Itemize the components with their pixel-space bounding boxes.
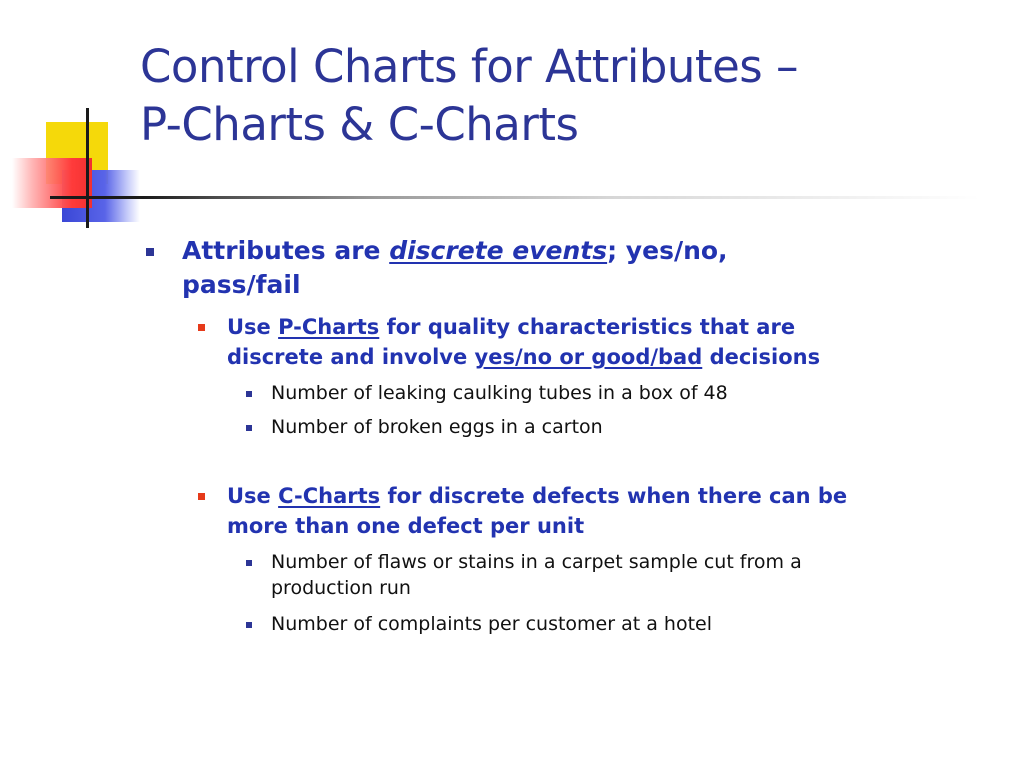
title-line-2: P-Charts & C-Charts	[140, 98, 579, 151]
c-charts-example-text: Number of complaints per customer at a hotel	[271, 613, 712, 635]
c-charts-after-name: for discrete defects when there can be	[380, 484, 848, 508]
p-charts-use: Use	[227, 315, 279, 339]
attributes-prefix: Attributes are	[182, 236, 390, 265]
p-charts-yes-no-underlined: yes/no or good/bad	[474, 345, 703, 369]
bullet-c-charts	[227, 481, 987, 541]
p-charts-line2-suffix: decisions	[702, 345, 821, 369]
square-bullet-icon	[246, 425, 252, 431]
attributes-suffix: ; yes/no,	[607, 236, 728, 265]
square-bullet-icon	[198, 493, 205, 500]
square-bullet-icon	[246, 391, 252, 397]
discrete-events-emphasis: discrete events	[389, 236, 608, 265]
c-charts-example	[271, 549, 921, 601]
c-charts-example-text: Number of flaws or stains in a carpet sample cut from a	[271, 551, 802, 573]
c-charts-line-2: more than one defect per unit	[227, 514, 585, 538]
p-charts-example	[271, 414, 921, 440]
bullet-attributes	[182, 234, 882, 302]
square-bullet-icon	[146, 248, 154, 256]
p-charts-example-text: Number of broken eggs in a carton	[271, 416, 603, 438]
title-line-1: Control Charts for Attributes –	[140, 40, 799, 93]
square-bullet-icon	[198, 324, 205, 331]
c-charts-example	[271, 611, 921, 637]
p-charts-example-text: Number of leaking caulking tubes in a box of 48	[271, 382, 728, 404]
square-bullet-icon	[246, 560, 252, 566]
c-charts-use: Use	[227, 484, 279, 508]
attributes-line-2: pass/fail	[182, 270, 301, 299]
p-charts-line2-prefix: discrete and involve	[227, 345, 475, 369]
p-charts-example	[271, 380, 921, 406]
p-charts-after-name: for quality characteristics that are	[379, 315, 796, 339]
c-charts-example-text-line-2: production run	[271, 577, 411, 599]
c-charts-name: C-Charts	[278, 484, 381, 508]
bullet-p-charts	[227, 312, 987, 372]
square-bullet-icon	[246, 622, 252, 628]
p-charts-name: P-Charts	[278, 315, 380, 339]
